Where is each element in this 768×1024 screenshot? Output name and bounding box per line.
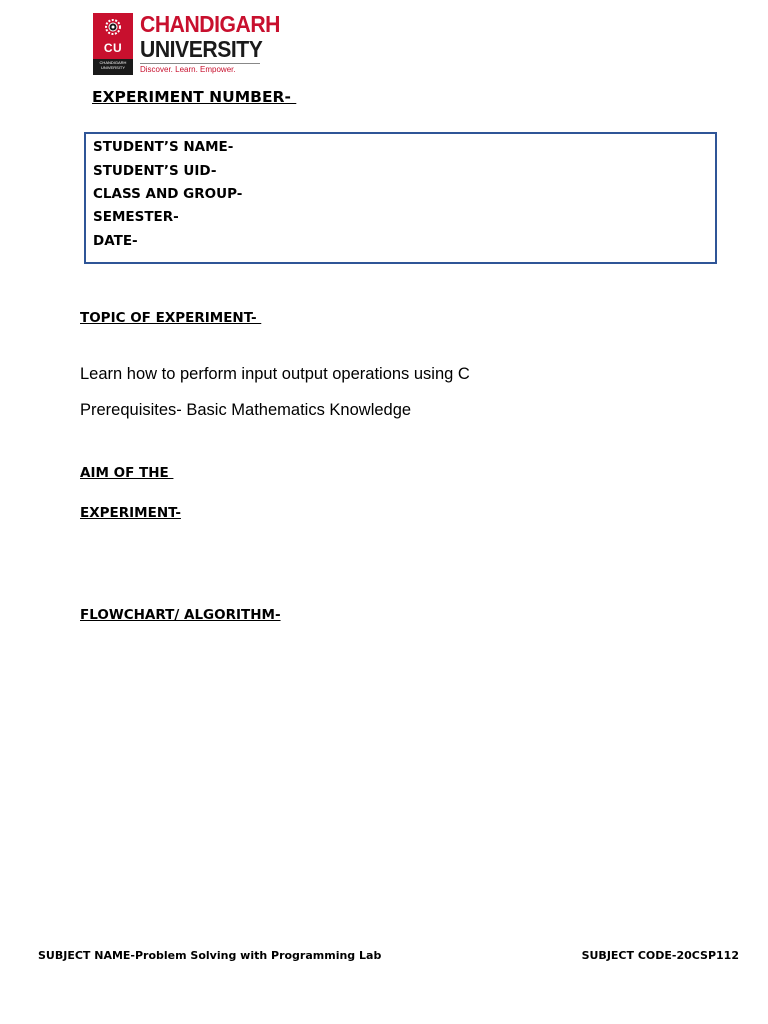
- gear-emblem-icon: [103, 17, 123, 37]
- student-uid-field: STUDENT’S UID-: [93, 163, 217, 179]
- student-details-box: [84, 132, 717, 264]
- footer-subject-code: SUBJECT CODE-20CSP112: [581, 949, 739, 962]
- aim-heading-line2: EXPERIMENT-: [80, 505, 181, 521]
- class-group-field: CLASS AND GROUP-: [93, 186, 243, 202]
- emblem-subtext: CHANDIGARH UNIVERSITY: [99, 60, 127, 70]
- date-field: DATE-: [93, 233, 138, 249]
- footer-subject-name: SUBJECT NAME-Problem Solving with Programming Lab: [38, 949, 382, 962]
- logo-name-line2: UNIVERSITY: [140, 36, 263, 62]
- prerequisites-text: Prerequisites- Basic Mathematics Knowledge: [80, 401, 412, 419]
- aim-heading-line1: AIM OF THE: [80, 465, 174, 481]
- university-logo: [93, 11, 280, 75]
- topic-description: Learn how to perform input output operations using C: [80, 365, 470, 383]
- experiment-number-heading: EXPERIMENT NUMBER-: [92, 88, 297, 106]
- semester-field: SEMESTER-: [93, 209, 179, 225]
- university-emblem: [93, 13, 133, 75]
- logo-divider: [140, 63, 260, 64]
- topic-heading: TOPIC OF EXPERIMENT-: [80, 310, 262, 326]
- emblem-cu-text: CU: [103, 41, 123, 55]
- flowchart-heading: FLOWCHART/ ALGORITHM-: [80, 607, 281, 623]
- student-name-field: STUDENT’S NAME-: [93, 139, 234, 155]
- logo-tagline: Discover. Learn. Empower.: [140, 65, 236, 74]
- logo-name-line1: CHANDIGARH: [140, 11, 280, 37]
